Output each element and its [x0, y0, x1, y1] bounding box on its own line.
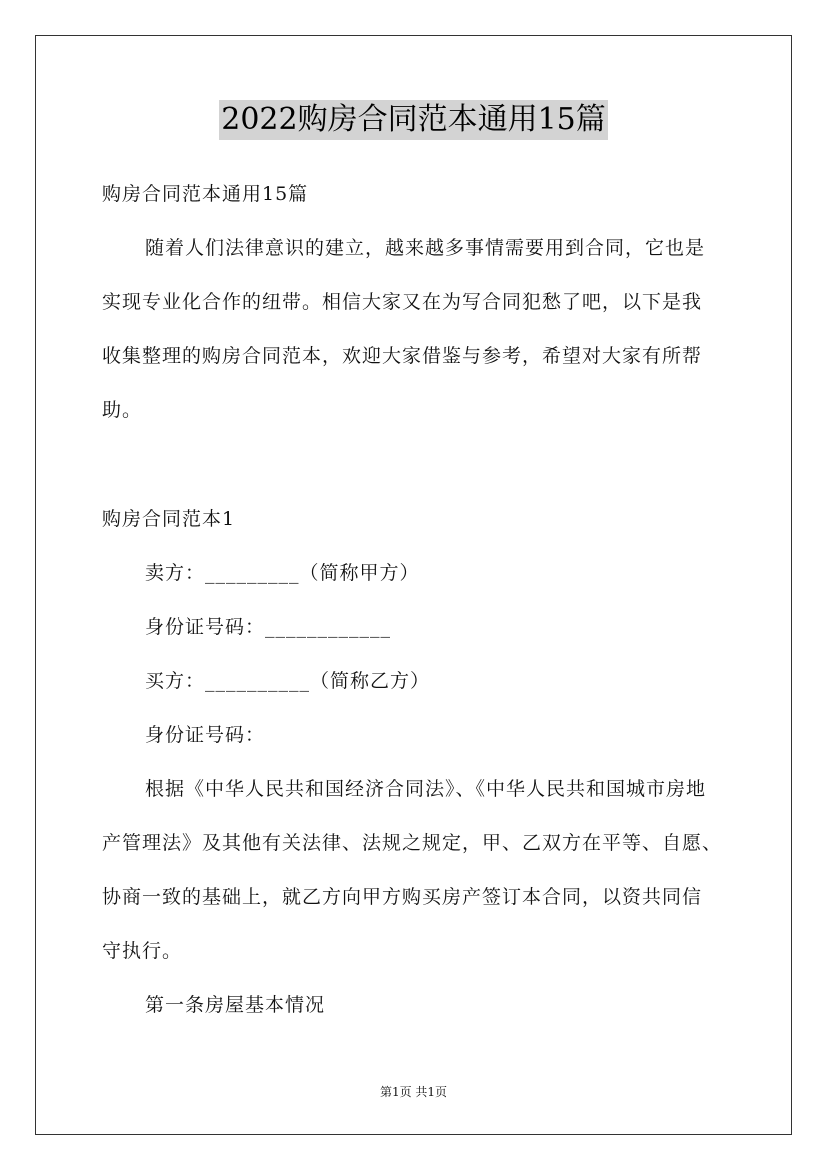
intro-line-2: 实现专业化合作的纽带。相信大家又在为写合同犯愁了吧，以下是我 [102, 291, 703, 313]
intro-line-1: 随着人们法律意识的建立，越来越多事情需要用到合同，它也是 [145, 237, 706, 259]
document-title-wrap [0, 100, 827, 140]
document-subtitle: 购房合同范本通用15篇 [102, 183, 309, 205]
page-footer: 第1页 共1页 [379, 1085, 448, 1099]
section-heading: 购房合同范本1 [102, 508, 236, 530]
seller-line: 卖方：_________（简称甲方） [145, 562, 420, 584]
basis-line-2: 产管理法》及其他有关法律、法规之规定，甲、乙双方在平等、自愿、 [102, 832, 723, 854]
basis-line-1: 根据《中华人民共和国经济合同法》、《中华人民共和国城市房地 [145, 778, 707, 800]
seller-id-line: 身份证号码：____________ [145, 616, 392, 638]
document-title: 2022购房合同范本通用15篇 [219, 100, 608, 140]
basis-line-3: 协商一致的基础上，就乙方向甲方购买房产签订本合同，以资共同信 [102, 886, 703, 908]
intro-line-3: 收集整理的购房合同范本，欢迎大家借鉴与参考，希望对大家有所帮 [102, 345, 703, 367]
basis-line-4: 守执行。 [102, 940, 183, 962]
buyer-id-line: 身份证号码： [145, 724, 266, 746]
buyer-line: 买方：__________（简称乙方） [145, 670, 431, 692]
article-1-heading: 第一条房屋基本情况 [145, 994, 326, 1016]
intro-line-4: 助。 [102, 399, 143, 421]
